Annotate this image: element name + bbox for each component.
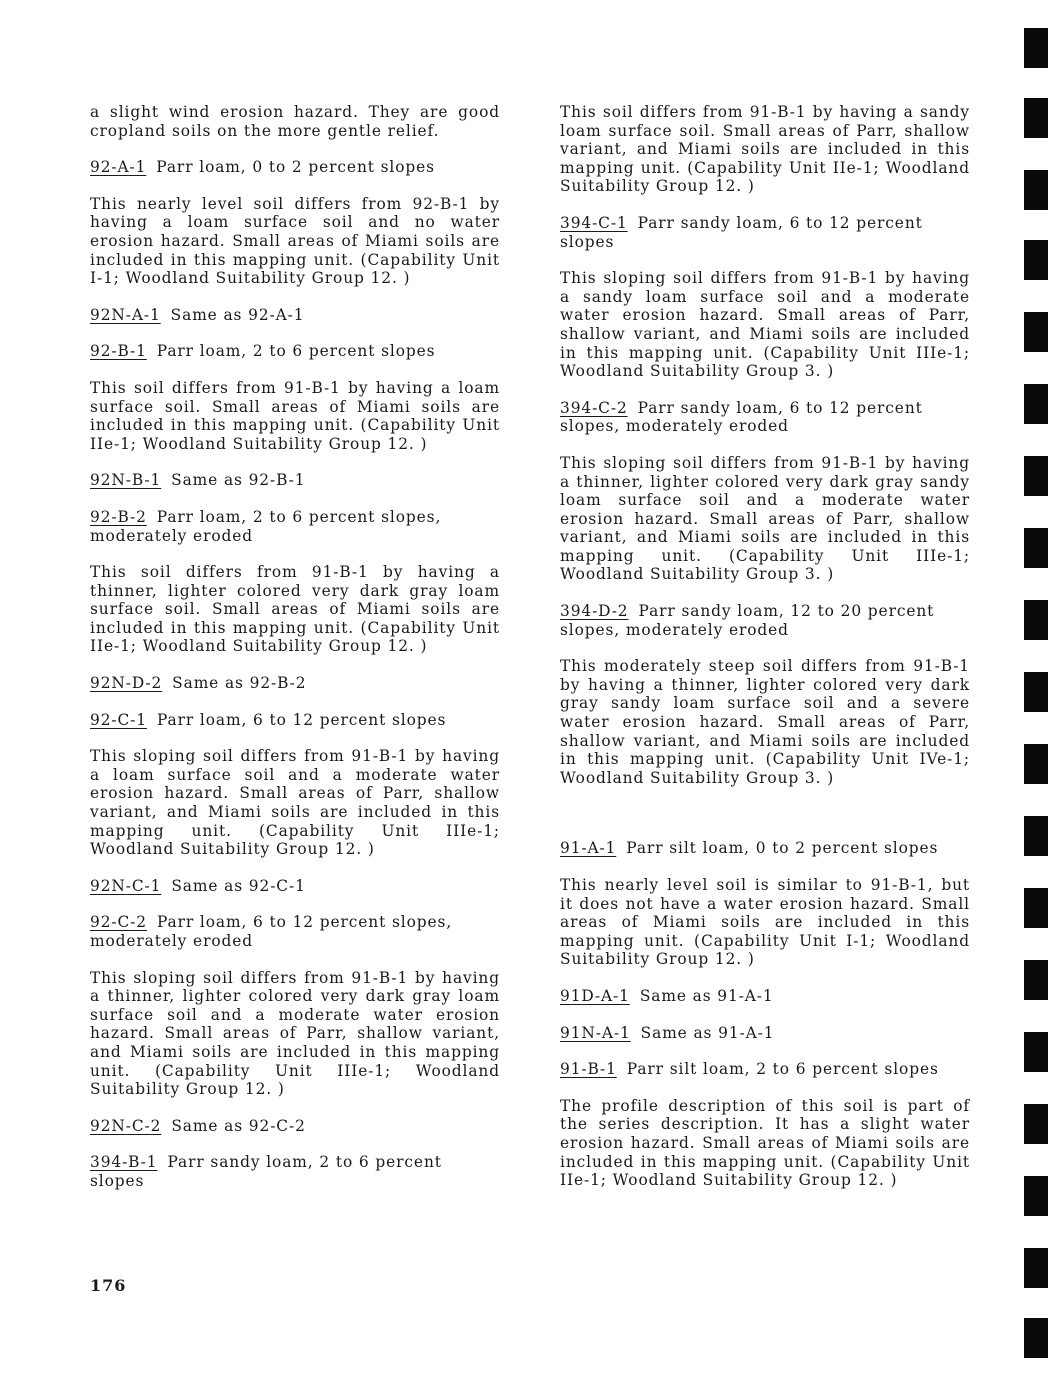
map-unit-code: 394-D-2: [560, 602, 629, 621]
edge-mark: [1024, 312, 1048, 352]
map-unit-title: Parr loam, 6 to 12 percent slopes: [156, 710, 447, 729]
map-unit-code: 394-B-1: [90, 1153, 158, 1172]
body-paragraph: This moderately steep soil differs from 91-B-1 by having a thinner, lighter colored very dark gray sandy loam surface soil and a severe water erosion hazard. Small areas of Parr, shallow variant, and Miami soils are included in this mapping unit. (Capability Unit IVe-1; Woodland Suitability Group 3. ): [560, 657, 970, 787]
map-unit-title: Parr sandy loam, 6 to 12 percent slopes: [560, 213, 923, 251]
map-unit-heading: [90, 674, 500, 693]
edge-mark: [1024, 744, 1048, 784]
edge-mark: [1024, 888, 1048, 928]
edge-mark: [1024, 98, 1048, 138]
map-unit-code: 92-A-1: [90, 158, 147, 177]
edge-mark: [1024, 456, 1048, 496]
section-gap: [560, 805, 970, 839]
map-unit-code: 92-C-1: [90, 710, 147, 729]
body-paragraph: This soil differs from 91-B-1 by having a thinner, lighter colored very dark gray loam surface soil. Small areas of Miami soils are included in this mapping unit. (Capability Unit IIe-1; Woodland Suitability Group 12. ): [90, 563, 500, 656]
map-unit-title: Parr sandy loam, 6 to 12 percent slopes, moderately eroded: [560, 398, 923, 436]
map-unit-code: 91-B-1: [560, 1060, 617, 1079]
body-paragraph: The profile description of this soil is part of the series description. It has a slight water erosion hazard. Small areas of Miami soils are included in this mapping unit. (Capability Unit IIe-1; Woodland Suitability Group 12. ): [560, 1096, 970, 1190]
body-paragraph: a slight wind erosion hazard. They are good cropland soils on the more gentle relief.: [90, 103, 500, 140]
edge-mark: [1024, 384, 1048, 424]
map-unit-code: 92-B-2: [90, 507, 147, 526]
map-unit-title: Parr loam, 0 to 2 percent slopes: [156, 158, 435, 177]
map-unit-code: 91D-A-1: [560, 986, 630, 1005]
map-unit-title: Same as 91-A-1: [639, 986, 774, 1005]
map-unit-title: Parr silt loam, 2 to 6 percent slopes: [626, 1060, 939, 1079]
map-unit-code: 91N-A-1: [560, 1023, 631, 1042]
map-unit-code: 92N-C-2: [90, 1116, 162, 1135]
edge-mark: [1024, 600, 1048, 640]
edge-mark: [1024, 960, 1048, 1000]
body-paragraph: This soil differs from 91-B-1 by having a sandy loam surface soil. Small areas of Parr, shallow variant, and Miami soils are included in this mapping unit. (Capability Unit IIe-1; Woodland Suitability Group 12. ): [560, 103, 970, 196]
edge-mark: [1024, 672, 1048, 712]
map-unit-code: 394-C-1: [560, 213, 628, 232]
edge-mark: [1024, 1032, 1048, 1072]
map-unit-title: Same as 92-B-2: [172, 674, 307, 693]
map-unit-title: Same as 92-B-1: [171, 471, 306, 490]
body-paragraph: This sloping soil differs from 91-B-1 by having a thinner, lighter colored very dark gray loam surface soil and a moderate water erosion hazard. Small areas of Parr, shallow variant, and Miami soils are included in this mapping unit. (Capability Unit IIIe-1; Woodland Suitability Group 12. ): [90, 968, 500, 1099]
page-number: 176: [90, 1276, 127, 1295]
map-unit-heading: [90, 158, 500, 177]
map-unit-heading: [560, 602, 970, 639]
map-unit-heading: [90, 471, 500, 490]
map-unit-code: 92N-C-1: [90, 876, 162, 895]
body-paragraph: This sloping soil differs from 91-B-1 by having a loam surface soil and a moderate water erosion hazard. Small areas of Parr, shallow variant, and Miami soils are included in this mapping unit. (Capability Unit IIIe-1; Woodland Suitability Group 12. ): [90, 747, 500, 859]
body-paragraph: This nearly level soil is similar to 91-B-1, but it does not have a water erosion hazard. Small areas of Miami soils are included in this mapping unit. (Capability Unit I-1; Woodland Suitability Group 12. ): [560, 876, 970, 969]
edge-mark: [1024, 1176, 1048, 1216]
map-unit-heading: [560, 399, 970, 436]
map-unit-heading: [560, 214, 970, 251]
body-paragraph: This soil differs from 91-B-1 by having a loam surface soil. Small areas of Miami soils are included in this mapping unit. (Capability Unit IIe-1; Woodland Suitability Group 12. ): [90, 378, 500, 453]
map-unit-title: Same as 91-A-1: [640, 1023, 775, 1042]
map-unit-title: Same as 92-A-1: [170, 305, 305, 324]
edge-mark: [1024, 1104, 1048, 1144]
map-unit-code: 92-B-1: [90, 342, 147, 361]
map-unit-heading: [90, 306, 500, 325]
body-paragraph: This sloping soil differs from 91-B-1 by having a sandy loam surface soil and a moderate water erosion hazard. Small areas of Parr, shallow variant, and Miami soils are included in this mapping unit. (Capability Unit IIIe-1; Woodland Suitability Group 3. ): [560, 269, 970, 381]
map-unit-title: Parr sandy loam, 12 to 20 percent slopes, moderately eroded: [560, 602, 935, 639]
map-unit-title: Parr loam, 2 to 6 percent slopes: [156, 342, 436, 361]
map-unit-heading: [560, 1060, 970, 1079]
map-unit-heading: [90, 877, 500, 896]
map-unit-code: 92-C-2: [90, 913, 147, 932]
map-unit-heading: [90, 913, 500, 950]
body-paragraph: This sloping soil differs from 91-B-1 by having a thinner, lighter colored very dark gray sandy loam surface soil and a moderate water erosion hazard. Small areas of Parr, shallow variant, and Miami soils are included in this mapping unit. (Capability Unit IIIe-1; Woodland Suitability Group 3. ): [560, 453, 970, 584]
map-unit-heading: [560, 839, 970, 858]
map-unit-title: Parr silt loam, 0 to 2 percent slopes: [626, 839, 939, 858]
edge-mark: [1024, 1318, 1048, 1358]
map-unit-code: 394-C-2: [560, 398, 628, 417]
body-paragraph: This nearly level soil differs from 92-B-1 by having a loam surface soil and no water erosion hazard. Small areas of Miami soils are included in this mapping unit. (Capability Unit I-1; Woodland Suitability Group 12. ): [90, 194, 500, 288]
map-unit-title: Parr loam, 6 to 12 percent slopes, moderately eroded: [90, 913, 453, 950]
scanner-edge-marks: [1024, 0, 1061, 1380]
map-unit-title: Parr sandy loam, 2 to 6 percent slopes: [90, 1153, 442, 1190]
edge-mark: [1024, 28, 1048, 68]
right-column: [560, 103, 970, 1208]
map-unit-heading: [90, 508, 500, 545]
edge-mark: [1024, 170, 1048, 210]
edge-mark: [1024, 816, 1048, 856]
map-unit-code: 91-A-1: [560, 839, 617, 858]
map-unit-heading: [560, 1024, 970, 1043]
edge-mark: [1024, 1248, 1048, 1288]
edge-mark: [1024, 240, 1048, 280]
map-unit-heading: [90, 711, 500, 730]
map-unit-code: 92N-A-1: [90, 305, 161, 324]
map-unit-title: Same as 92-C-2: [171, 1116, 306, 1135]
map-unit-code: 92N-D-2: [90, 674, 163, 693]
edge-mark: [1024, 528, 1048, 568]
map-unit-heading: [90, 1117, 500, 1136]
map-unit-heading: [90, 1153, 500, 1190]
map-unit-code: 92N-B-1: [90, 471, 162, 490]
map-unit-heading: [90, 342, 500, 361]
map-unit-title: Same as 92-C-1: [171, 876, 306, 895]
map-unit-title: Parr loam, 2 to 6 percent slopes, moderately eroded: [90, 507, 442, 545]
left-column: [90, 103, 500, 1209]
map-unit-heading: [560, 987, 970, 1006]
